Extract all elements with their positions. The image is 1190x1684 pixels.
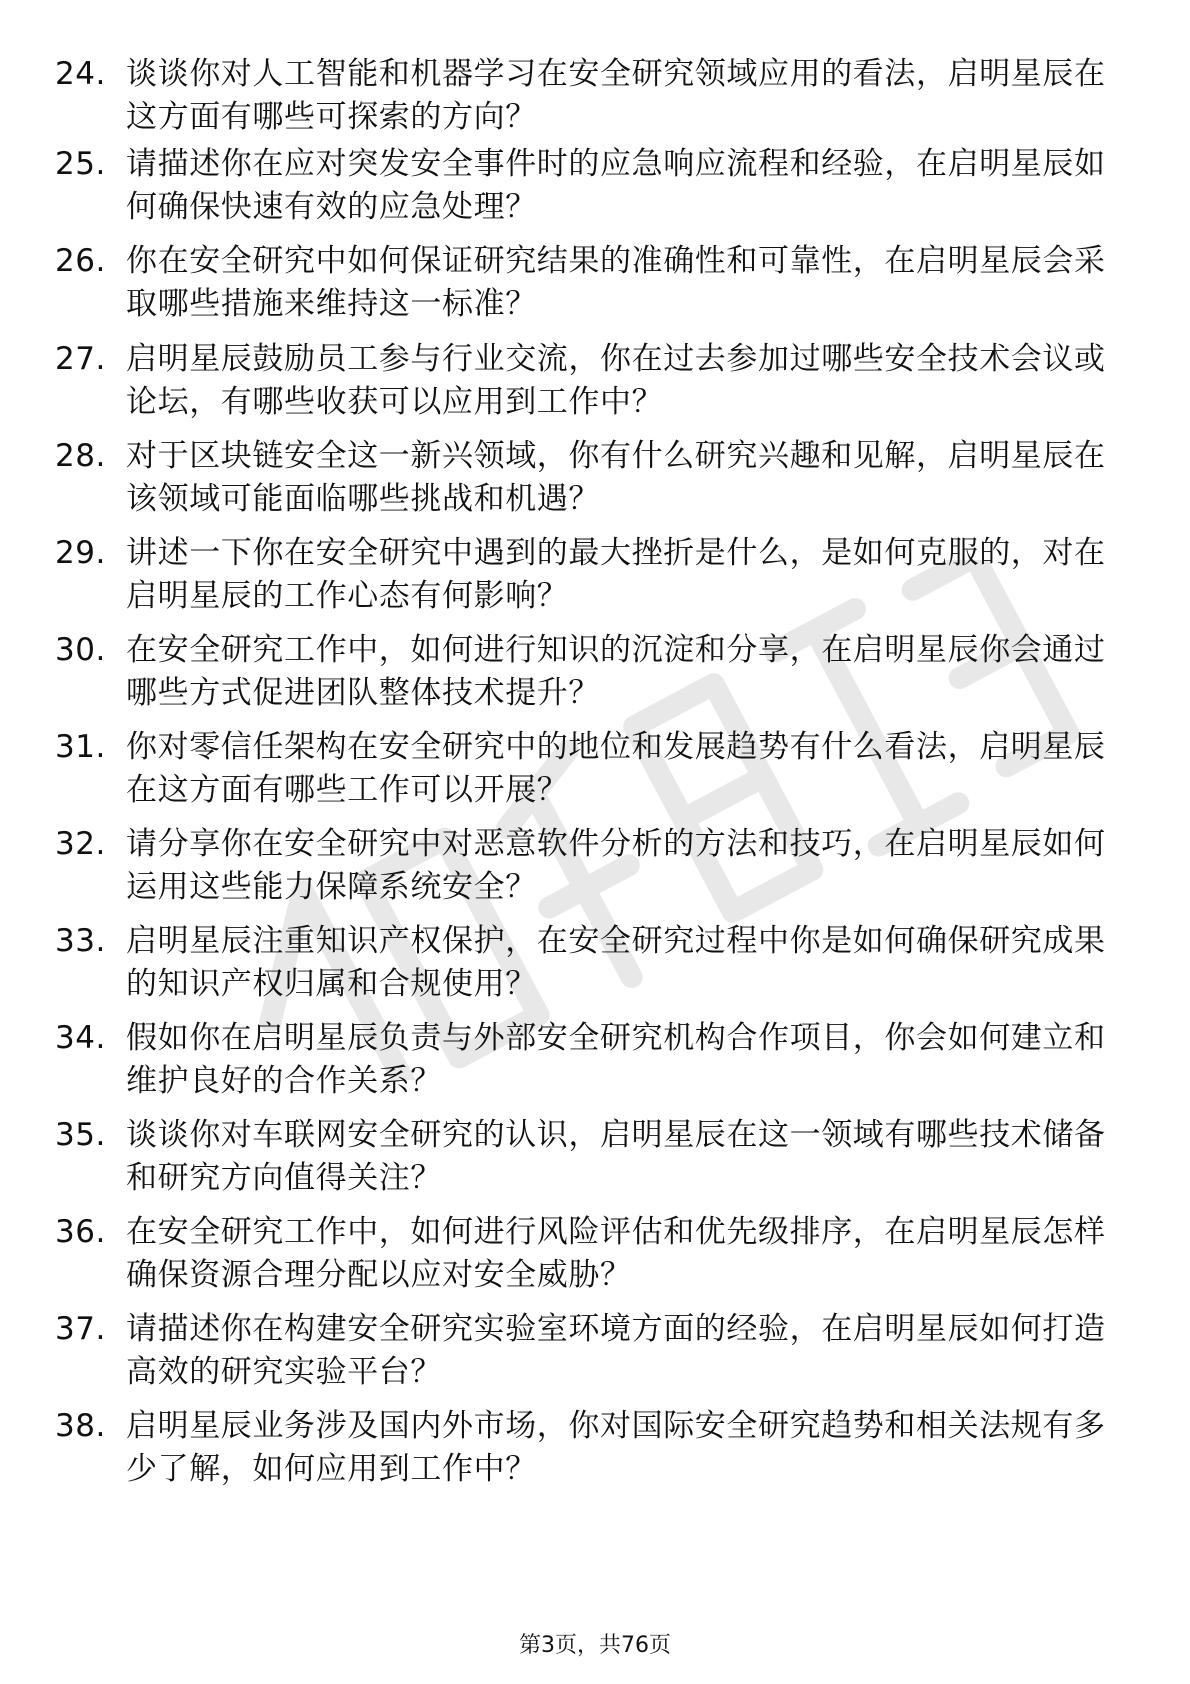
question-number: 35. [55,1117,106,1153]
question-number: 31. [55,729,106,765]
question-number: 34. [55,1020,106,1056]
question-number: 28. [55,438,106,474]
question-text: 讲述一下你在安全研究中遇到的最大挫折是什么，是如何克服的，对在启明星辰的工作心态有何影响？ [126,535,1106,614]
question-text: 请描述你在构建安全研究实验室环境方面的经验，在启明星辰如何打造高效的研究实验平台？ [126,1311,1106,1390]
question-text: 谈谈你对车联网安全研究的认识，启明星辰在这一领域有哪些技术储备和研究方向值得关注？ [126,1117,1106,1196]
question-text: 启明星辰鼓励员工参与行业交流，你在过去参加过哪些安全技术会议或论坛，有哪些收获可以应用到工作中？ [126,341,1106,420]
question-number: 27. [55,341,106,377]
question-number: 25. [55,146,106,182]
question-number: 33. [55,923,106,959]
question-text: 在安全研究工作中，如何进行风险评估和优先级排序，在启明星辰怎样确保资源合理分配以应对安全威胁？ [126,1214,1106,1293]
question-text: 你在安全研究中如何保证研究结果的准确性和可靠性，在启明星辰会采取哪些措施来维持这一标准？ [126,243,1106,322]
question-text: 假如你在启明星辰负责与外部安全研究机构合作项目，你会如何建立和维护良好的合作关系？ [126,1020,1106,1099]
question-text: 请分享你在安全研究中对恶意软件分析的方法和技巧，在启明星辰如何运用这些能力保障系统安全？ [126,826,1106,905]
question-text: 你对零信任架构在安全研究中的地位和发展趋势有什么看法，启明星辰在这方面有哪些工作可以开展？ [126,729,1106,808]
question-number: 38. [55,1408,106,1444]
question-number: 26. [55,243,106,279]
question-number: 29. [55,535,106,571]
question-text: 启明星辰业务涉及国内外市场，你对国际安全研究趋势和相关法规有多少了解，如何应用到工作中？ [126,1408,1106,1487]
question-text: 在安全研究工作中，如何进行知识的沉淀和分享，在启明星辰你会通过哪些方式促进团队整体技术提升？ [126,632,1106,711]
question-text: 请描述你在应对突发安全事件时的应急响应流程和经验，在启明星辰如何确保快速有效的应急处理？ [126,146,1106,225]
question-number: 24. [55,56,106,92]
question-number: 37. [55,1311,106,1347]
page-footer: 第3页，共76页 [519,1633,671,1658]
question-text: 谈谈你对人工智能和机器学习在安全研究领域应用的看法，启明星辰在这方面有哪些可探索的方向？ [126,56,1106,135]
question-number: 36. [55,1214,106,1250]
question-number: 30. [55,632,106,668]
question-number: 32. [55,826,106,862]
question-text: 启明星辰注重知识产权保护，在安全研究过程中你是如何确保研究成果的知识产权归属和合规使用？ [126,923,1106,1002]
question-text: 对于区块链安全这一新兴领域，你有什么研究兴趣和见解，启明星辰在该领域可能面临哪些挑战和机遇？ [126,438,1106,517]
